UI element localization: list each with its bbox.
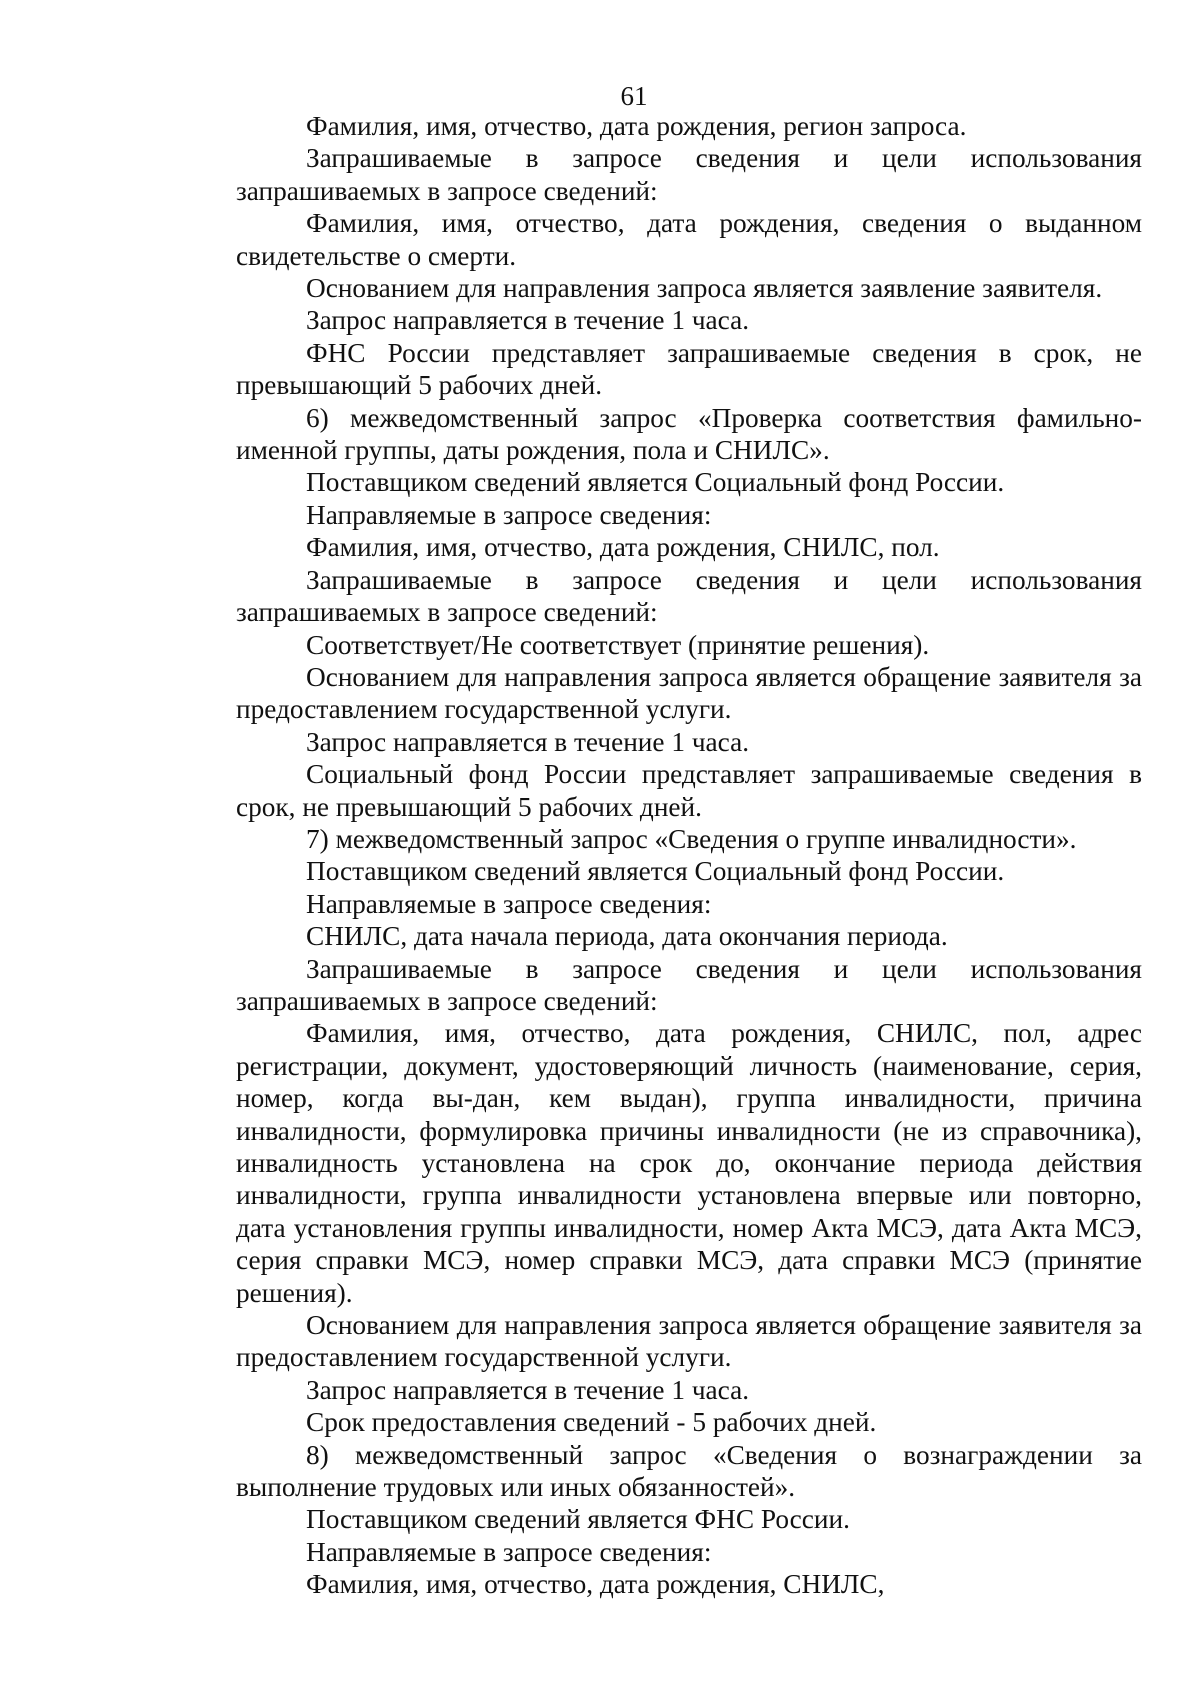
paragraph: Поставщиком сведений является ФНС России. [306, 1504, 850, 1535]
paragraph: Фамилия, имя, отчество, дата рождения, СНИЛС, пол. [306, 532, 940, 563]
paragraph: 6) межведомственный запрос «Проверка соответствия фамильно-именной группы, даты рождения, пола и СНИЛС». [236, 402, 1142, 466]
paragraph: СНИЛС, дата начала периода, дата окончания периода. [306, 921, 948, 952]
paragraph: Фамилия, имя, отчество, дата рождения, СНИЛС, [306, 1569, 885, 1600]
paragraph: Срок предоставления сведений - 5 рабочих дней. [306, 1407, 877, 1438]
paragraph: Запрашиваемые в запросе сведения и цели использования запрашиваемых в запросе сведений: [236, 953, 1142, 1016]
paragraph: Основанием для направления запроса является заявление заявителя. [306, 273, 1103, 304]
paragraph: Направляемые в запросе сведения: [306, 888, 712, 919]
paragraph: Запрос направляется в течение 1 часа. [306, 305, 750, 336]
paragraph: Фамилия, имя, отчество, дата рождения, СНИЛС, пол, адрес регистрации, документ, удостоверяющий личность (наименование, серия, номер, когда вы-дан, кем выдан), группа инвалидности, причина инвалидности, формулировка причины инвалидности (не из справочника), инвалидность установлена на срок до, окончание периода действия инвалидности, группа инвалидности установлена впервые или повторно, дата установления группы инвалидности, номер Акта МСЭ, дата Акта МСЭ, серия справки МСЭ, номер справки МСЭ, дата справки МСЭ (принятие решения). [236, 1018, 1142, 1308]
paragraph: ФНС России представляет запрашиваемые сведения в срок, не превышающий 5 рабочих дней. [236, 337, 1142, 401]
paragraph: Запрашиваемые в запросе сведения и цели использования запрашиваемых в запросе сведений: [236, 564, 1142, 628]
paragraph: 8) межведомственный запрос «Сведения о вознаграждении за выполнение трудовых или иных обязанностей». [236, 1439, 1142, 1503]
paragraph: Социальный фонд России представляет запрашиваемые сведения в срок, не превышающий 5 рабочих дней. [236, 759, 1142, 822]
paragraph: Направляемые в запросе сведения: [306, 1536, 712, 1567]
paragraph: Поставщиком сведений является Социальный фонд России. [306, 467, 1005, 498]
paragraph: Поставщиком сведений является Социальный фонд России. [306, 856, 1005, 887]
paragraph: Запрос направляется в течение 1 часа. [306, 726, 750, 757]
page-number: 61 [620, 81, 648, 111]
paragraph: Основанием для направления запроса является обращение заявителя за предоставлением государственной услуги. [236, 661, 1142, 725]
paragraph: Фамилия, имя, отчество, дата рождения, сведения о выданном свидетельстве о смерти. [236, 208, 1142, 271]
paragraph: 7) межведомственный запрос «Сведения о группе инвалидности». [306, 823, 1077, 854]
paragraph: Запрос направляется в течение 1 часа. [306, 1374, 750, 1405]
paragraph: Запрашиваемые в запросе сведения и цели использования запрашиваемых в запросе сведений: [236, 143, 1142, 206]
paragraph: Направляемые в запросе сведения: [306, 499, 712, 530]
paragraph: Соответствует/Не соответствует (принятие решения). [306, 629, 930, 660]
paragraph: Фамилия, имя, отчество, дата рождения, регион запроса. [306, 111, 967, 141]
paragraph: Основанием для направления запроса является обращение заявителя за предоставлением государственной услуги. [236, 1310, 1142, 1373]
document-body [236, 110, 1142, 1601]
